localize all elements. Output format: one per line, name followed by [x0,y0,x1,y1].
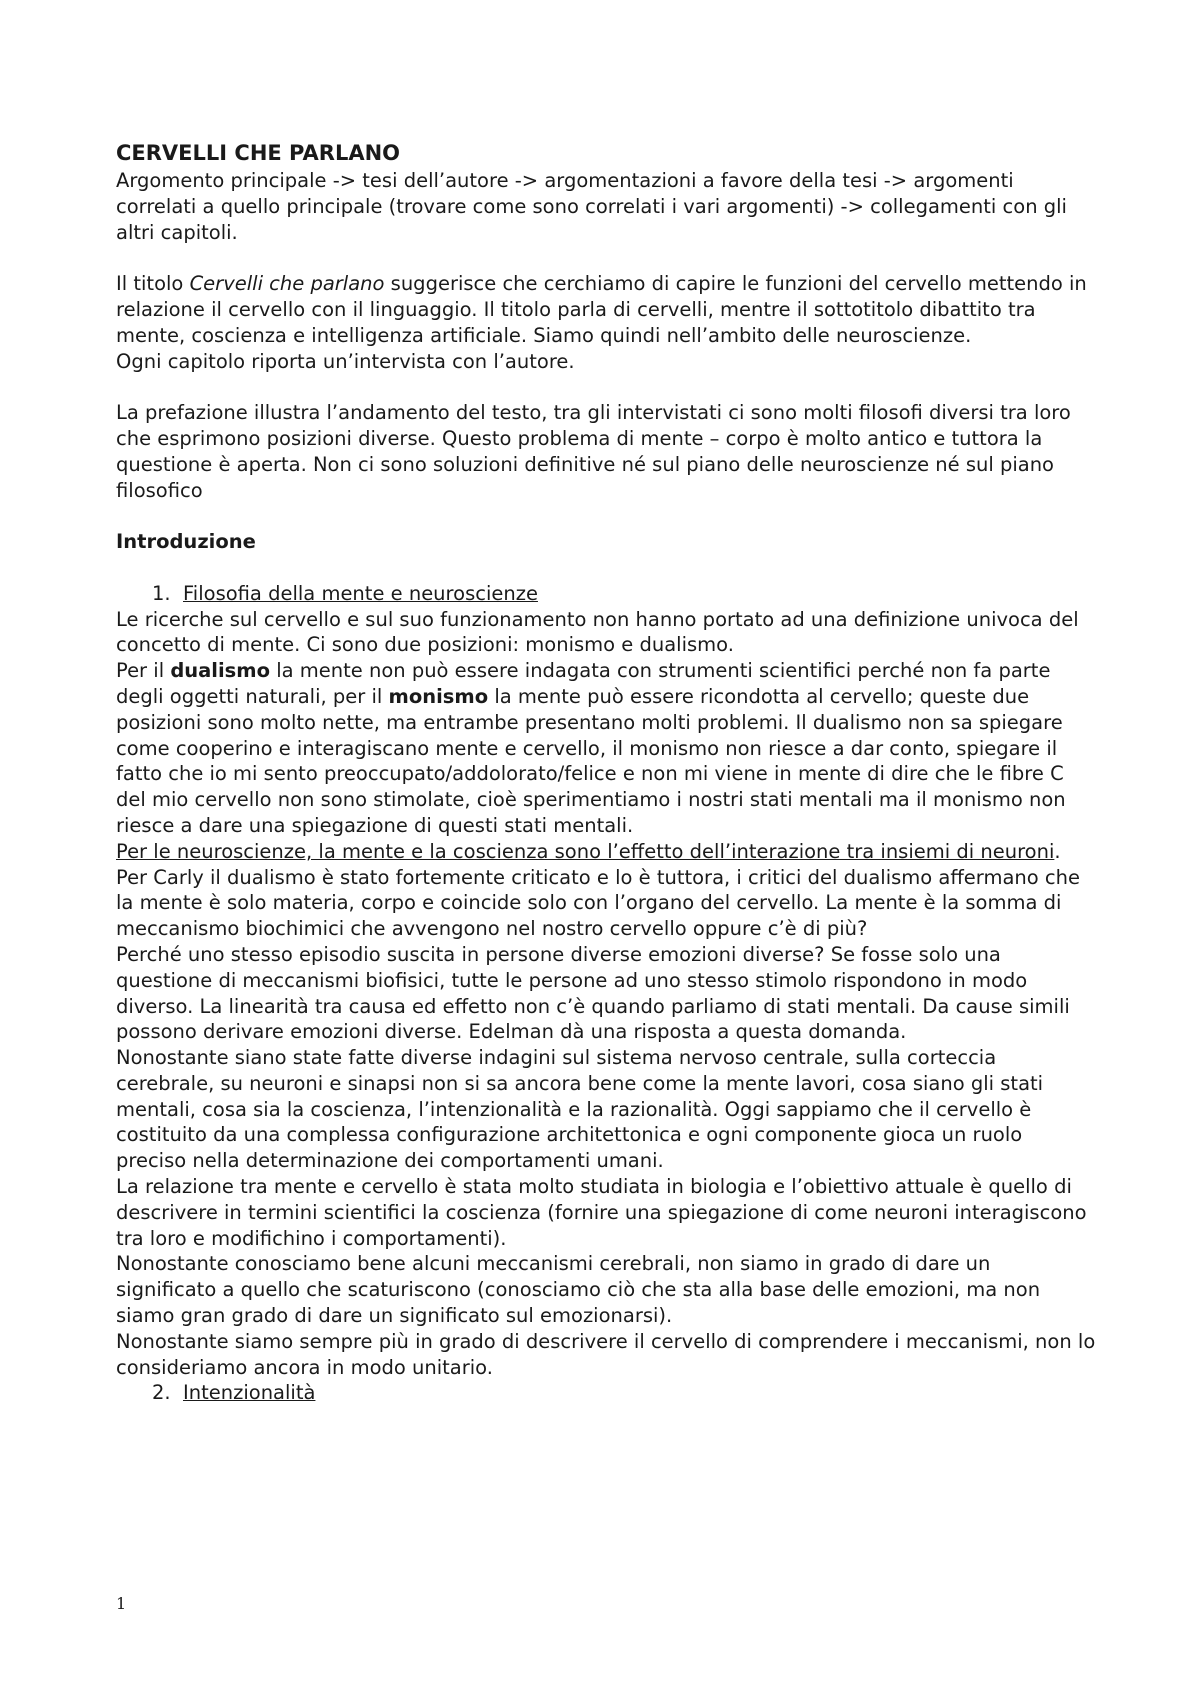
document-title: CERVELLI CHE PARLANO [116,141,401,165]
preface-paragraph: La prefazione illustra l’andamento del testo, tra gli intervistati ci sono molti filosofi diversi tra loro che esprimono posizioni diverse. Questo problema di mente – corpo è molto antico e tuttora la questione è aperta. Non ci sono soluzioni definitive né sul piano delle neuroscienze né sul piano filosofico [116,401,1071,502]
intro-paragraph: Argomento principale -> tesi dell’autore -> argomentazioni a favore della tesi -> argomenti correlati a quello principale (trovare come sono correlati i vari argomenti) -> collegamenti con gli altri capitoli. [116,169,1067,244]
list-item [116,1380,1096,1406]
section1-paragraph: Nonostante siamo sempre più in grado di descrivere il cervello di comprendere i meccanismi, non lo consideriamo ancora in modo unitario. [116,1329,1096,1379]
spacer [116,374,1096,400]
spacer [116,555,1096,581]
section1-paragraph-neuroscience [116,839,1096,865]
book-title-italic: Cervelli che parlano [189,272,385,296]
section1-paragraph: La relazione tra mente e cervello è stata molto studiata in biologia e l’obiettivo attuale è quello di descrivere in termini scientifici la coscienza (fornire una spiegazione di come neuroni interagiscono tra loro e modifichino i comportamenti). [116,1175,1087,1250]
section1-paragraph: Nonostante conosciamo bene alcuni meccanismi cerebrali, non siamo in grado di dare un significato a quello che scaturiscono (conosciamo ciò che sta alla base delle emozioni, ma non siamo gran grado di dare un significato sul emozionarsi). [116,1252,1041,1328]
term-dualismo: dualismo [170,659,271,683]
title-paragraph-end: suggerisce che cerchiamo di capire le funzioni del cervello mettendo in relazione il cervello con il linguaggio. Il titolo parla di cervelli, mentre il sottotitolo dibattito tra mente, coscienza e intelligenza artificiale. Siamo quindi nell’ambito delle neuroscienze. [116,272,1087,347]
section1-paragraph: Per Carly il dualismo è stato fortemente criticato e lo è tuttora, i critici del dualismo affermano che la mente è solo materia, corpo e coincide solo con l’organo del cervello. La mente è la somma di meccanismo biochimici che avvengono nel nostro cervello oppure c’è di più? [116,865,1080,941]
underlined-statement: Per le neuroscienze, la mente e la coscienza sono l’effetto dell’interazione tra insiemi di neuroni [116,839,1055,863]
title-paragraph [116,271,1096,348]
term-monismo: monismo [388,684,489,708]
list-label: Intenzionalità [183,1381,316,1405]
page-number: 1 [116,1594,127,1613]
title-paragraph-start: Il titolo [116,272,190,296]
list-item [116,581,1096,607]
list-number: 1. [152,581,171,605]
section1-paragraph-dualism [116,658,1096,839]
text-run: la mente può essere ricondotta al cervello; queste due posizioni sono molto nette, ma entrambe presentano molti problemi. Il dualismo non sa spiegare come cooperino e interagiscano mente e cervello, il monismo non riesce a dar conto, spiegare il fatto che io mi sento preoccupato/addolorato/felice e non mi viene in mente di dire che le fibre C del mio cervello non sono stimolate, cioè sperimentiamo i nostri stati mentali ma il monismo non riesce a dare una spiegazione di questi stati mentali. [116,684,1066,837]
document-page [116,138,1096,1406]
section1-paragraph: Le ricerche sul cervello e sul suo funzionamento non hanno portato ad una definizione univoca del concetto di mente. Ci sono due posizioni: monismo e dualismo. [116,607,1079,657]
list-number: 2. [152,1381,171,1405]
list-label: Filosofia della mente e neuroscienze [183,581,538,605]
section1-paragraph: Perché uno stesso episodio suscita in persone diverse emozioni diverse? Se fosse solo una questione di meccanismi biofisici, tutte le persone ad uno stesso stimolo rispondono in modo diverso. La linearità tra causa ed effetto non c’è quando parliamo di stati mentali. Da cause simili possono derivare emozioni diverse. Edelman dà una risposta a questa domanda. [116,942,1070,1044]
text-run: la mente non può essere indagata con strumenti scientifici perché non fa parte degli oggetti naturali, per il [116,659,1051,708]
spacer [116,503,1096,529]
interview-line: Ogni capitolo riporta un’intervista con l’autore. [116,349,575,373]
text-run: Per il [116,659,171,683]
text-run: . [1054,839,1061,863]
section1-paragraph: Nonostante siano state fatte diverse indagini sul sistema nervoso centrale, sulla corteccia cerebrale, su neuroni e sinapsi non si sa ancora bene come la mente lavori, cosa siano gli stati mentali, cosa sia la coscienza, l’intenzionalità e la razionalità. Oggi sappiamo che il cervello è costituito da una complessa configurazione architettonica e ogni componente gioca un ruolo preciso nella determinazione dei comportamenti umani. [116,1046,1044,1173]
spacer [116,245,1096,271]
section-heading: Introduzione [116,530,256,554]
